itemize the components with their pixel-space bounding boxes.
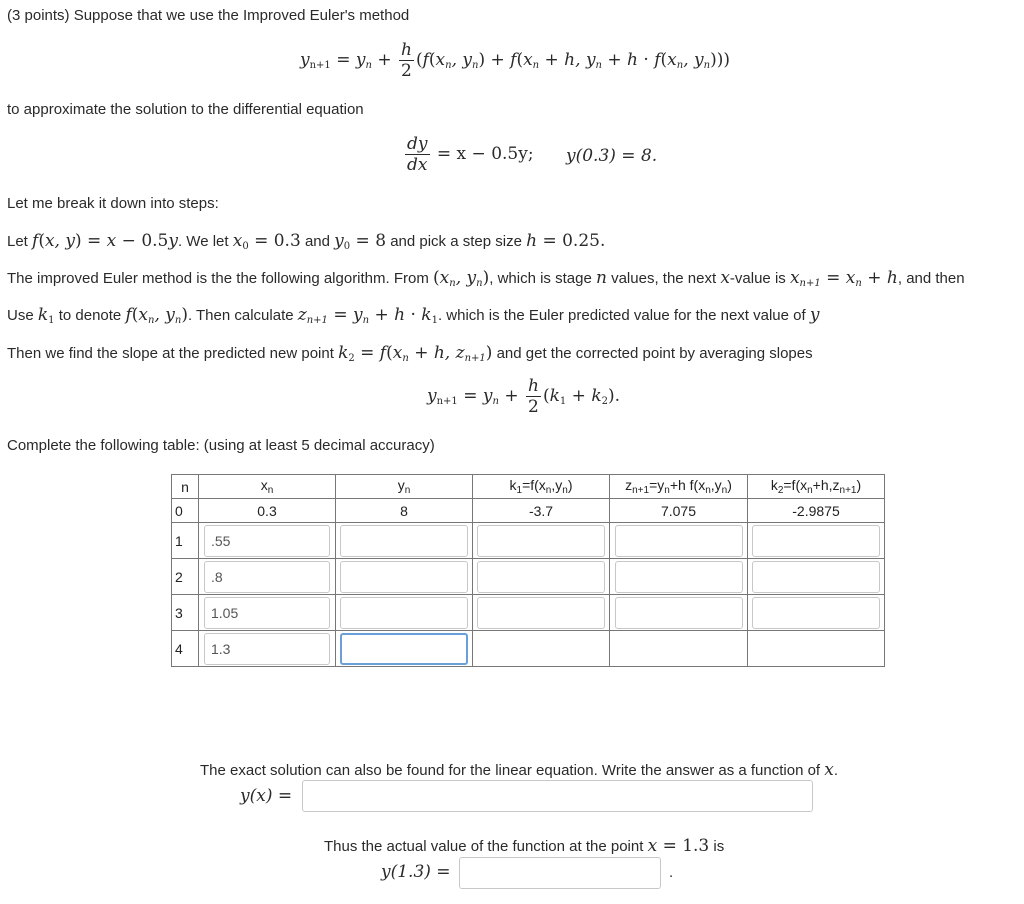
exact-solution-input[interactable] xyxy=(302,780,813,812)
cell-k1 xyxy=(473,595,610,631)
exact-prompt: The exact solution can also be found for the linear equation. Write the answer as a function of x. xyxy=(200,760,839,780)
cell-n: 4 xyxy=(172,631,199,667)
cell-k2 xyxy=(748,631,885,667)
cell-n: 1 xyxy=(172,523,199,559)
yx-label: y(x) = xyxy=(240,786,293,806)
x-input[interactable]: .55 xyxy=(204,525,330,557)
euler-table xyxy=(171,474,885,667)
cell-y xyxy=(336,631,473,667)
break-down-text: Let me break it down into steps: xyxy=(7,195,219,212)
use-k1-line: Use $k_1$ to denote $f(x_n$, $y_n$). Then calculate $z_{n+1} = y_n + h \cdot k_1$. which is the Euler predicted value for the next value of y xyxy=(7,305,820,326)
cell-x xyxy=(199,523,336,559)
cell-x xyxy=(199,559,336,595)
actual-value-text: Thus the actual value of the function at the point x = 1.3 is xyxy=(324,836,725,856)
z-input[interactable] xyxy=(615,597,743,629)
improved-euler-line: The improved Euler method is the the following algorithm. From ($x_n$, $y_n$), which is stage n values, the next x-value is $x_{n+1} = x_n + h$, and then xyxy=(7,268,965,289)
cell-x xyxy=(199,631,336,667)
k2-input[interactable] xyxy=(752,525,880,557)
table-row xyxy=(172,499,885,523)
cell-z xyxy=(610,523,748,559)
k1-input[interactable] xyxy=(477,561,605,593)
table-row xyxy=(172,595,885,631)
y13-label: y(1.3) = xyxy=(381,862,451,882)
header-y: $y_n$ xyxy=(336,475,473,499)
actual-value-input[interactable] xyxy=(459,857,661,889)
cell-z xyxy=(610,631,748,667)
y-input[interactable] xyxy=(340,633,468,665)
cell-z xyxy=(610,559,748,595)
problem-intro: (3 points) Suppose that we use the Improved Euler's method xyxy=(7,7,410,24)
x-input[interactable]: 1.3 xyxy=(204,633,330,665)
period: . xyxy=(669,864,674,881)
k1-input[interactable] xyxy=(477,597,605,629)
cell-y xyxy=(336,559,473,595)
x-input[interactable]: .8 xyxy=(204,561,330,593)
cell-x: 0.3 xyxy=(199,499,336,523)
table-row xyxy=(172,631,885,667)
cell-y xyxy=(336,595,473,631)
cell-z: 7.075 xyxy=(610,499,748,523)
table-row xyxy=(172,523,885,559)
k1-input[interactable] xyxy=(477,525,605,557)
to-approx-text: to approximate the solution to the differential equation xyxy=(7,101,364,118)
cell-n: 2 xyxy=(172,559,199,595)
cell-k2 xyxy=(748,559,885,595)
cell-k1: -3.7 xyxy=(473,499,610,523)
k2-input[interactable] xyxy=(752,597,880,629)
y-input[interactable] xyxy=(340,561,468,593)
ode-rhs: = x − 0.5y; xyxy=(436,144,534,164)
table-row xyxy=(172,559,885,595)
y-input[interactable] xyxy=(340,525,468,557)
header-k1: $k_1=f(x_n,y_n)$ xyxy=(473,475,610,499)
cell-x xyxy=(199,595,336,631)
y-input[interactable] xyxy=(340,597,468,629)
cell-k1 xyxy=(473,523,610,559)
corrected-formula: $y_{n+1} = y_n$ + $\frac{h}{2}$ $(k_1 + k_2)$. xyxy=(427,376,621,417)
header-z: $z_{n+1}=y_n+h$ $f(x_n,y_n)$ xyxy=(610,475,748,499)
cell-k2 xyxy=(748,523,885,559)
cell-k2: -2.9875 xyxy=(748,499,885,523)
cell-k1 xyxy=(473,631,610,667)
table-header-row xyxy=(172,475,885,499)
then-line: Then we find the slope at the predicted new point $k_2 = f(x_n + h$, $z_{n+1}$) and get the corrected point by averaging slopes xyxy=(7,343,813,364)
header-n: n xyxy=(172,475,199,499)
k2-input[interactable] xyxy=(752,561,880,593)
cell-n: 0 xyxy=(172,499,199,523)
cell-z xyxy=(610,595,748,631)
cell-y: 8 xyxy=(336,499,473,523)
euler-formula: $y_{n+1} = y_n$ + $\frac{h}{2}$ ($f(x_n$, $y_n) + f(x_n + h$, $y_n + h \cdot f(x_n$, $y_n$))) xyxy=(300,40,730,81)
cell-k1 xyxy=(473,559,610,595)
initial-condition: y(0.3) = 8. xyxy=(566,146,658,166)
let-line: Let f(x, y) = x − 0.5y. We let $x_0 = 0.3$ and $y_0 = 8$ and pick a step size h = 0.25. xyxy=(7,231,606,252)
cell-k2 xyxy=(748,595,885,631)
x-input[interactable]: 1.05 xyxy=(204,597,330,629)
header-x: $x_n$ xyxy=(199,475,336,499)
z-input[interactable] xyxy=(615,525,743,557)
z-input[interactable] xyxy=(615,561,743,593)
complete-table-text: Complete the following table: (using at least 5 decimal accuracy) xyxy=(7,437,435,454)
cell-y xyxy=(336,523,473,559)
cell-n: 3 xyxy=(172,595,199,631)
ode-equation: $\frac{dy}{dx}$ = x − 0.5y; xyxy=(407,134,534,175)
header-k2: $k_2=f(x_n+h,z_{n+1})$ xyxy=(748,475,885,499)
